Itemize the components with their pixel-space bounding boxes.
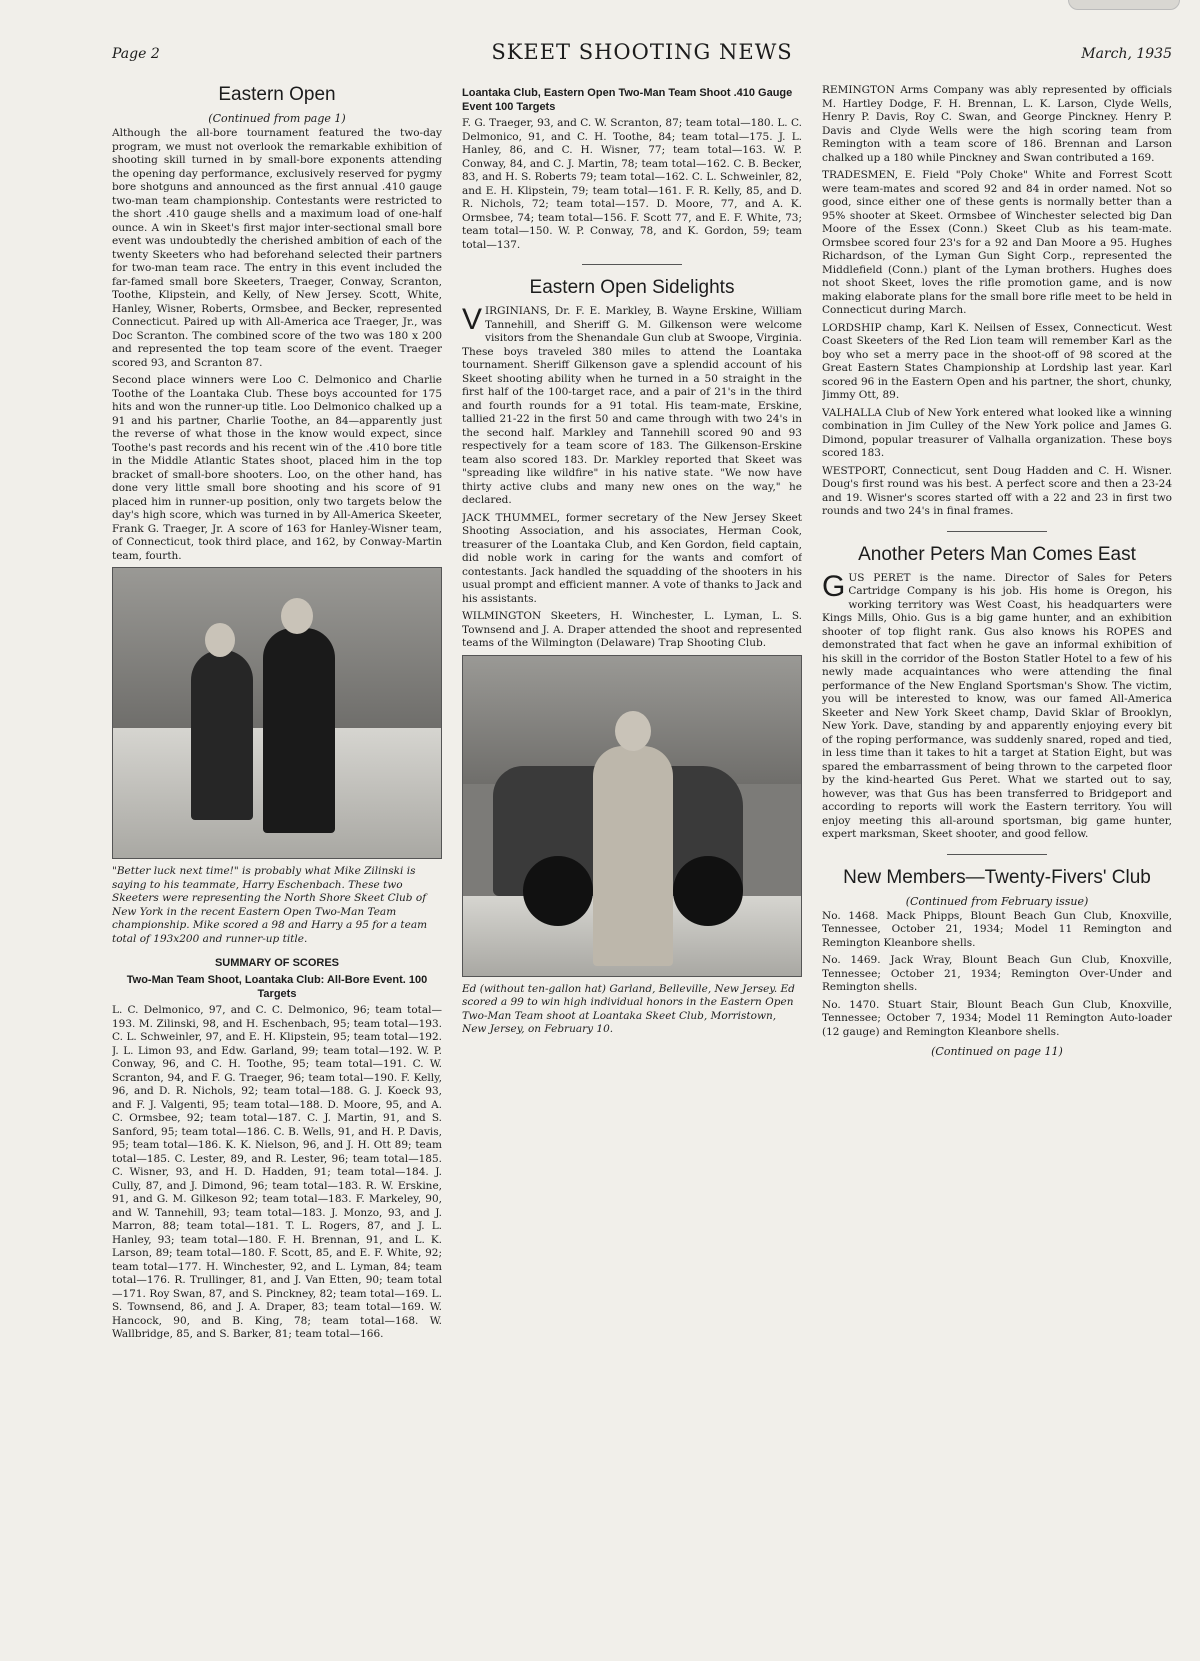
figure-left-head bbox=[205, 623, 235, 657]
figure-right-head bbox=[281, 598, 313, 634]
continued-on-note: (Continued on page 11) bbox=[931, 1045, 1063, 1058]
car-wheel-right bbox=[673, 856, 743, 926]
column-2 bbox=[462, 84, 802, 1644]
sidelights-paragraph-1: VIRGINIANS, Dr. F. E. Markley, B. Wayne Erskine, William Tannehill, and Sheriff G. M. Gilkenson were welcome visitors from the Shenandale Gun club at Swoope, Virginia. These boys traveled 380 miles to attend the Loantaka tournament. Sheriff Gilkenson gave a splendid account of his Skeet shooting ability when he turned in a 50 straight in the first half of the 100-target race, and a pair of 21's in the third and fourth rounds for a 91 total. His team-mate, Erskine, tallied 21-22 in the first 50 and came through with two 24's in the second half. Markley and Tannehill scored 90 and 93 respectively for a team score of 183. The Gilkenson-Erskine team also scored 183. Dr. Markley reported that Skeet was "spreading like wildfire" in his native state. "We now have thirty active clubs and many new ones on the way," he declared. bbox=[462, 303, 802, 506]
divider bbox=[947, 531, 1047, 532]
figure-garland-head bbox=[615, 711, 651, 751]
peters-heading: Another Peters Man Comes East bbox=[858, 543, 1136, 565]
photo-zilinski-eschenbach bbox=[112, 567, 442, 859]
photo-ed-garland bbox=[462, 655, 802, 977]
divider bbox=[947, 854, 1047, 855]
sidelights-paragraph-5: TRADESMEN, E. Field "Poly Choke" White and Forrest Scott were team-mates and scored 92 and 84 in order named. Not so good, since either one of these gents is normally better than a 95% shooter at Skeet. Ormsbee of Winchester selected big Dan Moore of the Essex (Conn.) Skeet Club as his team-mate. Ormsbee scored four 23's for a 92 and Dan Moore a 95. Hughes Richardson, of the Lyman Gun Sight Corp., represented the Middlefield (Conn.) plant of the Lyman brothers. Hughes does not shoot Skeet, loves the rifle promotion game, and is now making elaborate plans for the small bore rifle meet to be held in Connecticut during March. bbox=[822, 169, 1172, 316]
sidelights-paragraph-6: LORDSHIP champ, Karl K. Neilsen of Essex, Connecticut. West Coast Skeeters of the Red Lion team will remember Karl as the boy who set a merry pace in the shoot-off of 98 scored at the Great Eastern States Championship at Lordship last year. Karl scored 96 in the Eastern Open and his partner, the short, chunky, Jimmy Ott, 89. bbox=[822, 321, 1172, 401]
peters-paragraph: GUS PERET is the name. Director of Sales for Peters Cartridge Company is his job. His home is Oregon, his working territory was West Coast, his headquarters were Kings Mills, Ohio. Gus is a big game hunter, and an exhibition shooter of top flight rank. Gus also knows his ROPES and demonstrated that fact when he gave an informal exhibition of his skill in the corridor of the Boston Statler Hotel to a few of his newly made acquaintances who were attending the final performance of the New England Sportsman's Show. The victim, you will be interested to know, was our famed All-America Skeeter and New York Skeet champ, David Sklar of Brooklyn, New York. Dave, standing by and apparently enjoying every bit of the roping performance, was suddenly snared, roped and tied, in less time than it takes to hit a target at Station Eight, but was spared the embarrassment of being thrown to the carpeted floor by the kind-hearted Gus Peret. What we started out to say, however, was that Gus has been transferred to Bridgeport and according to reports will work the Eastern territory. You will enjoy meeting this all-around sportsman, big game hunter, expert marksman, Skeet shooter, and good fellow. bbox=[822, 569, 1172, 840]
running-header bbox=[112, 40, 1172, 70]
sidelights-paragraph-8: WESTPORT, Connecticut, sent Doug Hadden and C. H. Wisner. Doug's first round was his best. A perfect score and then a 23-24 and 19. Wisner's scores started off with a 22 and 23 in first two rounds and two 24's in final frames. bbox=[822, 464, 1172, 517]
members-heading: New Members—Twenty-Fivers' Club bbox=[843, 866, 1151, 888]
page-tab-decoration bbox=[1068, 0, 1180, 10]
member-1468: No. 1468. Mack Phipps, Blount Beach Gun Club, Knoxville, Tennessee, October 21, 1934; Model 11 Remington and Remington Kleanbore shells. bbox=[822, 909, 1172, 949]
photo-1-caption: "Better luck next time!" is probably what Mike Zilinski is saying to his teammate, Harry Eschenbach. These two Skeeters were representing the North Shore Skeet Club of New York in the recent Eastern Open Two-Man Team championship. Mike scored a 98 and Harry a 95 for a team total of 193x200 and runner-up title. bbox=[112, 865, 428, 945]
column-3 bbox=[822, 84, 1172, 1644]
figure-left bbox=[191, 650, 253, 820]
summary-heading: SUMMARY OF SCORES bbox=[214, 957, 340, 969]
car-wheel-left bbox=[523, 856, 593, 926]
page-number: Page 2 bbox=[112, 46, 160, 62]
eastern-open-heading: Eastern Open bbox=[218, 84, 336, 105]
eastern-open-paragraph-2: Second place winners were Loo C. Delmonico and Charlie Toothe of the Loantaka Club. These boys accounted for 175 hits and won the runner-up title. Loo Delmonico chalked up a 91 and his partner, Charlie Toothe, an 84—apparently just the reverse of what those in the know would expect, since Toothe's past records and his recent win of the .410 bore title in the Middle Atlantic States shoot, placed him in the top bracket of small-bore shooters. Loo, on the other hand, has done very little small bore shooting and his score of 91 placed him in runner-up position, only two targets below the day's high score, which was turned in by All-America Skeeter, Frank G. Traeger, Jr. A score of 163 for Hanley-Wisner team, of Connecticut, took third place, and 162, by Conway-Martin team, fourth. bbox=[112, 374, 442, 562]
eastern-open-paragraph-1: Although the all-bore tournament featured the two-day program, we must not overlook the remarkable exhibition of shooting skill turned in by small-bore exponents attending the opening day performance, exclusively reserved for pygmy bore shotguns and announced as the first annual .410 gauge two-man team championship. Contestants were restricted to the short .410 gauge shells and a maximum load of one-half ounce. A win in Skeet's first major inter-sectional small bore event was undoubtedly the cherished ambition of each of the twenty Skeeters who had beforehand selected their partners for two-man team race. The entry in this event included the far-famed small bore Skeeters, Traeger, Conway, Scranton, Toothe, Klipstein, and Kelly, of New Jersey. Scott, White, Hanley, Wisner, Roberts, Ormsbee, and Becker, represented Connecticut. Paired up with All-America ace Traeger, Jr., was Doc Scranton. The combined score of the two was 180 x 200 and represented the top team score of the event. Traeger scored 93, and Scranton 87. bbox=[112, 127, 442, 369]
photo-2-caption: Ed (without ten-gallon hat) Garland, Belleville, New Jersey. Ed scored a 99 to win high individual honors in the Eastern Open Two-Man Team shoot at Loantaka Skeet Club, Morristown, New Jersey, on February 10. bbox=[462, 982, 795, 1035]
sidelights-paragraph-3: WILMINGTON Skeeters, H. Winchester, L. Lyman, L. S. Townsend and J. A. Draper attended the shoot and represented teams of the Wilmington (Delaware) Trap Shooting Club. bbox=[462, 610, 802, 649]
sidelights-paragraph-4: REMINGTON Arms Company was ably represented by officials M. Hartley Dodge, F. H. Brennan, L. K. Larson, Clyde Wells, Henry P. Davis, Roy C. Swan, and George Pinckney. Henry P. Davis and Clyde Wells were the high scoring team from Remington with a team score of 186. Brennan and Larson chalked up a 180 while Pinckney and Swan contributed a 169. bbox=[822, 84, 1172, 164]
sidelights-heading: Eastern Open Sidelights bbox=[529, 277, 735, 298]
sidelights-paragraph-2: JACK THUMMEL, former secretary of the New Jersey Skeet Shooting Association, and his associates, Herman Cook, treasurer of the Loantaka Club, and Ken Gordon, field captain, did noble work in caring for the wants and comfort of contestants. Jack handled the squadding of the shooters in his usual prompt and efficient manner. A vote of thanks to Jack and his assistants. bbox=[462, 511, 802, 605]
issue-date: March, 1935 bbox=[1081, 46, 1172, 62]
summary-subheading: Two-Man Team Shoot, Loantaka Club: All-Bore Event. 100 Targets bbox=[126, 974, 428, 1000]
figure-garland bbox=[593, 746, 673, 966]
drop-cap: V bbox=[462, 303, 483, 336]
member-1469: No. 1469. Jack Wray, Blount Beach Gun Club, Knoxville, Tennessee; October 21, 1934; Remington Over-Under and Remington shells. bbox=[822, 954, 1172, 993]
column-1 bbox=[112, 84, 442, 1644]
summary-scores: L. C. Delmonico, 97, and C. C. Delmonico, 96; team total—193. M. Zilinski, 98, and H. Eschenbach, 95; team total—193. C. L. Schweinler, 97, and E. H. Klipstein, 95; team total—192. J. L. Limon 93, and Edw. Garland, 99; team total—192. W. P. Conway, 96, and C. H. Toothe, 95; team total—191. C. W. Scranton, 94, and F. G. Traeger, 96; team total—190. F. Kelly, 96, and D. R. Nichols, 92; team total—188. G. J. Koeck 93, and F. J. Valgenti, 95; team total—188. D. Moore, 95, and A. C. Ormsbee, 92; team total—187. C. J. Martin, 91, and S. Sanford, 95; team total—186. C. B. Wells, 91, and H. P. Davis, 95; team total—186. K. K. Nielson, 96, and J. H. Ott 89; team total—185. C. Lester, 89, and R. Lester, 96; team total—185. C. Wisner, 93, and H. D. Hadden, 91; team total—184. J. Cully, 87, and J. Dimond, 96; team total—183. R. W. Erskine, 91, and G. M. Gilkeson 92; team total—183. F. Markeley, 90, and W. Tannehill, 93; team total—183. J. Monzo, 93, and J. Marron, 88; team total—181. T. L. Rogers, 87, and J. L. Hanley, 93; team total—180. F. H. Brennan, 91, and L. K. Larson, 89; team total—180. F. Scott, 85, and E. F. White, 92; team total—177. H. Winchester, 92, and L. Lyman, 84; team total—176. R. Trullinger, 81, and J. Van Etten, 90; team total—171. Roy Swan, 87, and S. Pinckney, 82; team total—169. L. S. Townsend, 86, and J. A. Draper, 83; team total—169. W. Hancock, 90, and B. King, 78; team total—168. W. Wallbridge, 85, and S. Barker, 81; team total—166. bbox=[112, 1004, 442, 1340]
divider bbox=[582, 264, 682, 265]
sidelights-paragraph-7: VALHALLA Club of New York entered what looked like a winning combination in Jim Culley of the New York police and James G. Dimond, popular treasurer of Valhalla organization. These boys scored 183. bbox=[822, 406, 1172, 459]
loantaka-heading: Loantaka Club, Eastern Open Two-Man Team Shoot .410 Gauge Event 100 Targets bbox=[462, 87, 793, 113]
continued-note: (Continued from page 1) bbox=[208, 112, 346, 125]
drop-cap: G bbox=[822, 569, 846, 603]
publication-title: SKEET SHOOTING NEWS bbox=[491, 40, 793, 64]
figure-right bbox=[263, 628, 335, 833]
members-continued-note: (Continued from February issue) bbox=[905, 894, 1089, 908]
loantaka-scores: F. G. Traeger, 93, and C. W. Scranton, 87; team total—180. L. C. Delmonico, 91, and C. H. Toothe, 84; team total—175. J. L. Hanley, 86, and C. H. Wisner, 77; team total—163. W. P. Conway, 84, and C. J. Martin, 78; team total—162. C. B. Becker, 83, and H. S. Roberts 79; team total—162. C. L. Schweinler, 82, and E. H. Klipstein, 79; team total—161. F. R. Kelly, 85, and D. R. Nichols, 72; team total—157. D. Moore, 77, and A. K. Ormsbee, 74; team total—156. F. Scott 77, and E. F. White, 73; team total—150. W. P. Conway, 78, and K. Gordon, 59; team total—137. bbox=[462, 117, 802, 251]
member-1470: No. 1470. Stuart Stair, Blount Beach Gun Club, Knoxville, Tennessee; October 7, 1934; Model 11 Remington Auto-loader (12 gauge) and Remington Kleanbore shells. bbox=[822, 998, 1172, 1038]
